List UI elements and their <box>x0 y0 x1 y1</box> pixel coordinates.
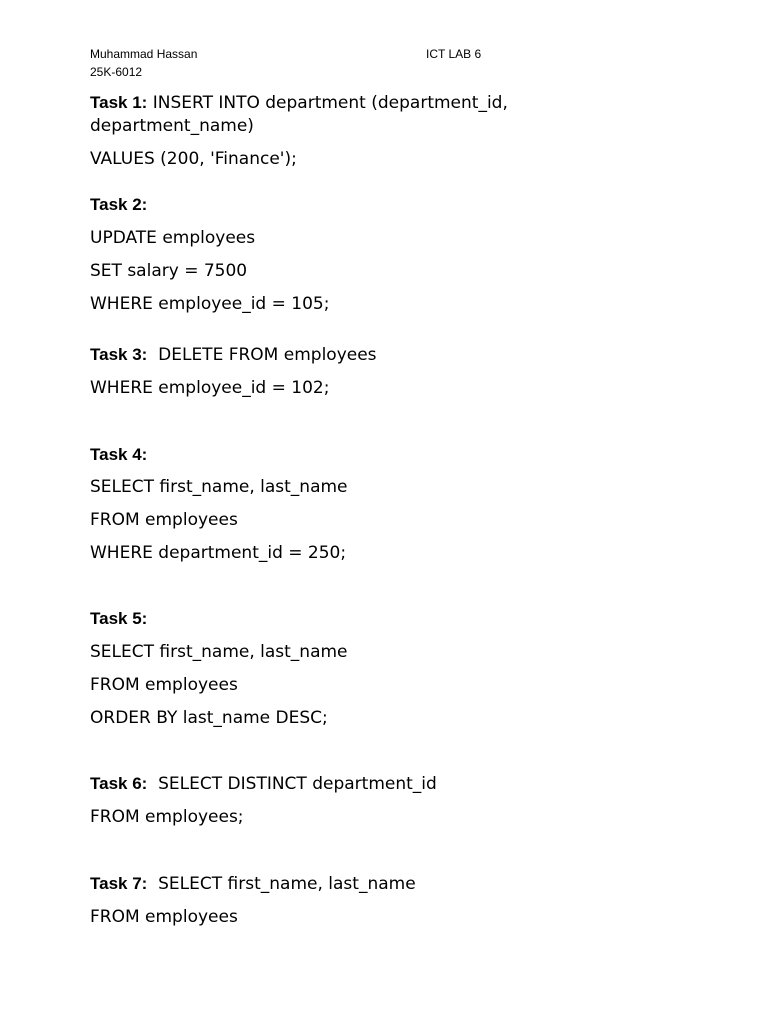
task-6-line: FROM employees; <box>90 807 244 827</box>
author-name: Muhammad Hassan <box>90 47 198 61</box>
task-4-line: WHERE department_id = 250; <box>90 543 347 563</box>
task-5-label: Task 5: <box>90 609 148 628</box>
task-4-heading <box>90 445 147 465</box>
task-3-label: Task 3: <box>90 345 148 364</box>
task-2-line: SET salary = 7500 <box>90 261 248 281</box>
task-6-heading <box>90 774 437 794</box>
task-7-label: Task 7: <box>90 874 148 893</box>
task-4-line: SELECT first_name, last_name <box>90 477 348 497</box>
task-7-heading <box>90 874 416 894</box>
task-1-label: Task 1: <box>90 93 148 112</box>
task-4-line: FROM employees <box>90 510 238 530</box>
task-3-heading <box>90 345 377 365</box>
lab-title: ICT LAB 6 <box>426 47 482 61</box>
task-5-line: FROM employees <box>90 675 238 695</box>
task-2-label: Task 2: <box>90 195 148 214</box>
task-3-line: WHERE employee_id = 102; <box>90 378 330 398</box>
task-5-heading <box>90 609 147 629</box>
task-6-first-line: SELECT DISTINCT department_id <box>158 774 437 794</box>
task-2-line: UPDATE employees <box>90 228 256 248</box>
task-7-first-line: SELECT first_name, last_name <box>158 874 416 894</box>
task-7-line: FROM employees <box>90 907 238 927</box>
task-2-line: WHERE employee_id = 105; <box>90 294 330 314</box>
task-6-label: Task 6: <box>90 774 148 793</box>
task-2-heading <box>90 195 147 215</box>
task-5-line: ORDER BY last_name DESC; <box>90 708 328 728</box>
student-id: 25K-6012 <box>90 65 143 79</box>
task-5-line: SELECT first_name, last_name <box>90 642 348 662</box>
task-1-line: VALUES (200, 'Finance'); <box>90 149 297 169</box>
task-1-first-line: INSERT INTO department (department_id, <box>152 93 508 113</box>
task-3-first-line: DELETE FROM employees <box>158 345 377 365</box>
task-1-line: department_name) <box>90 116 254 136</box>
task-4-label: Task 4: <box>90 445 148 464</box>
task-1-heading <box>90 93 508 113</box>
